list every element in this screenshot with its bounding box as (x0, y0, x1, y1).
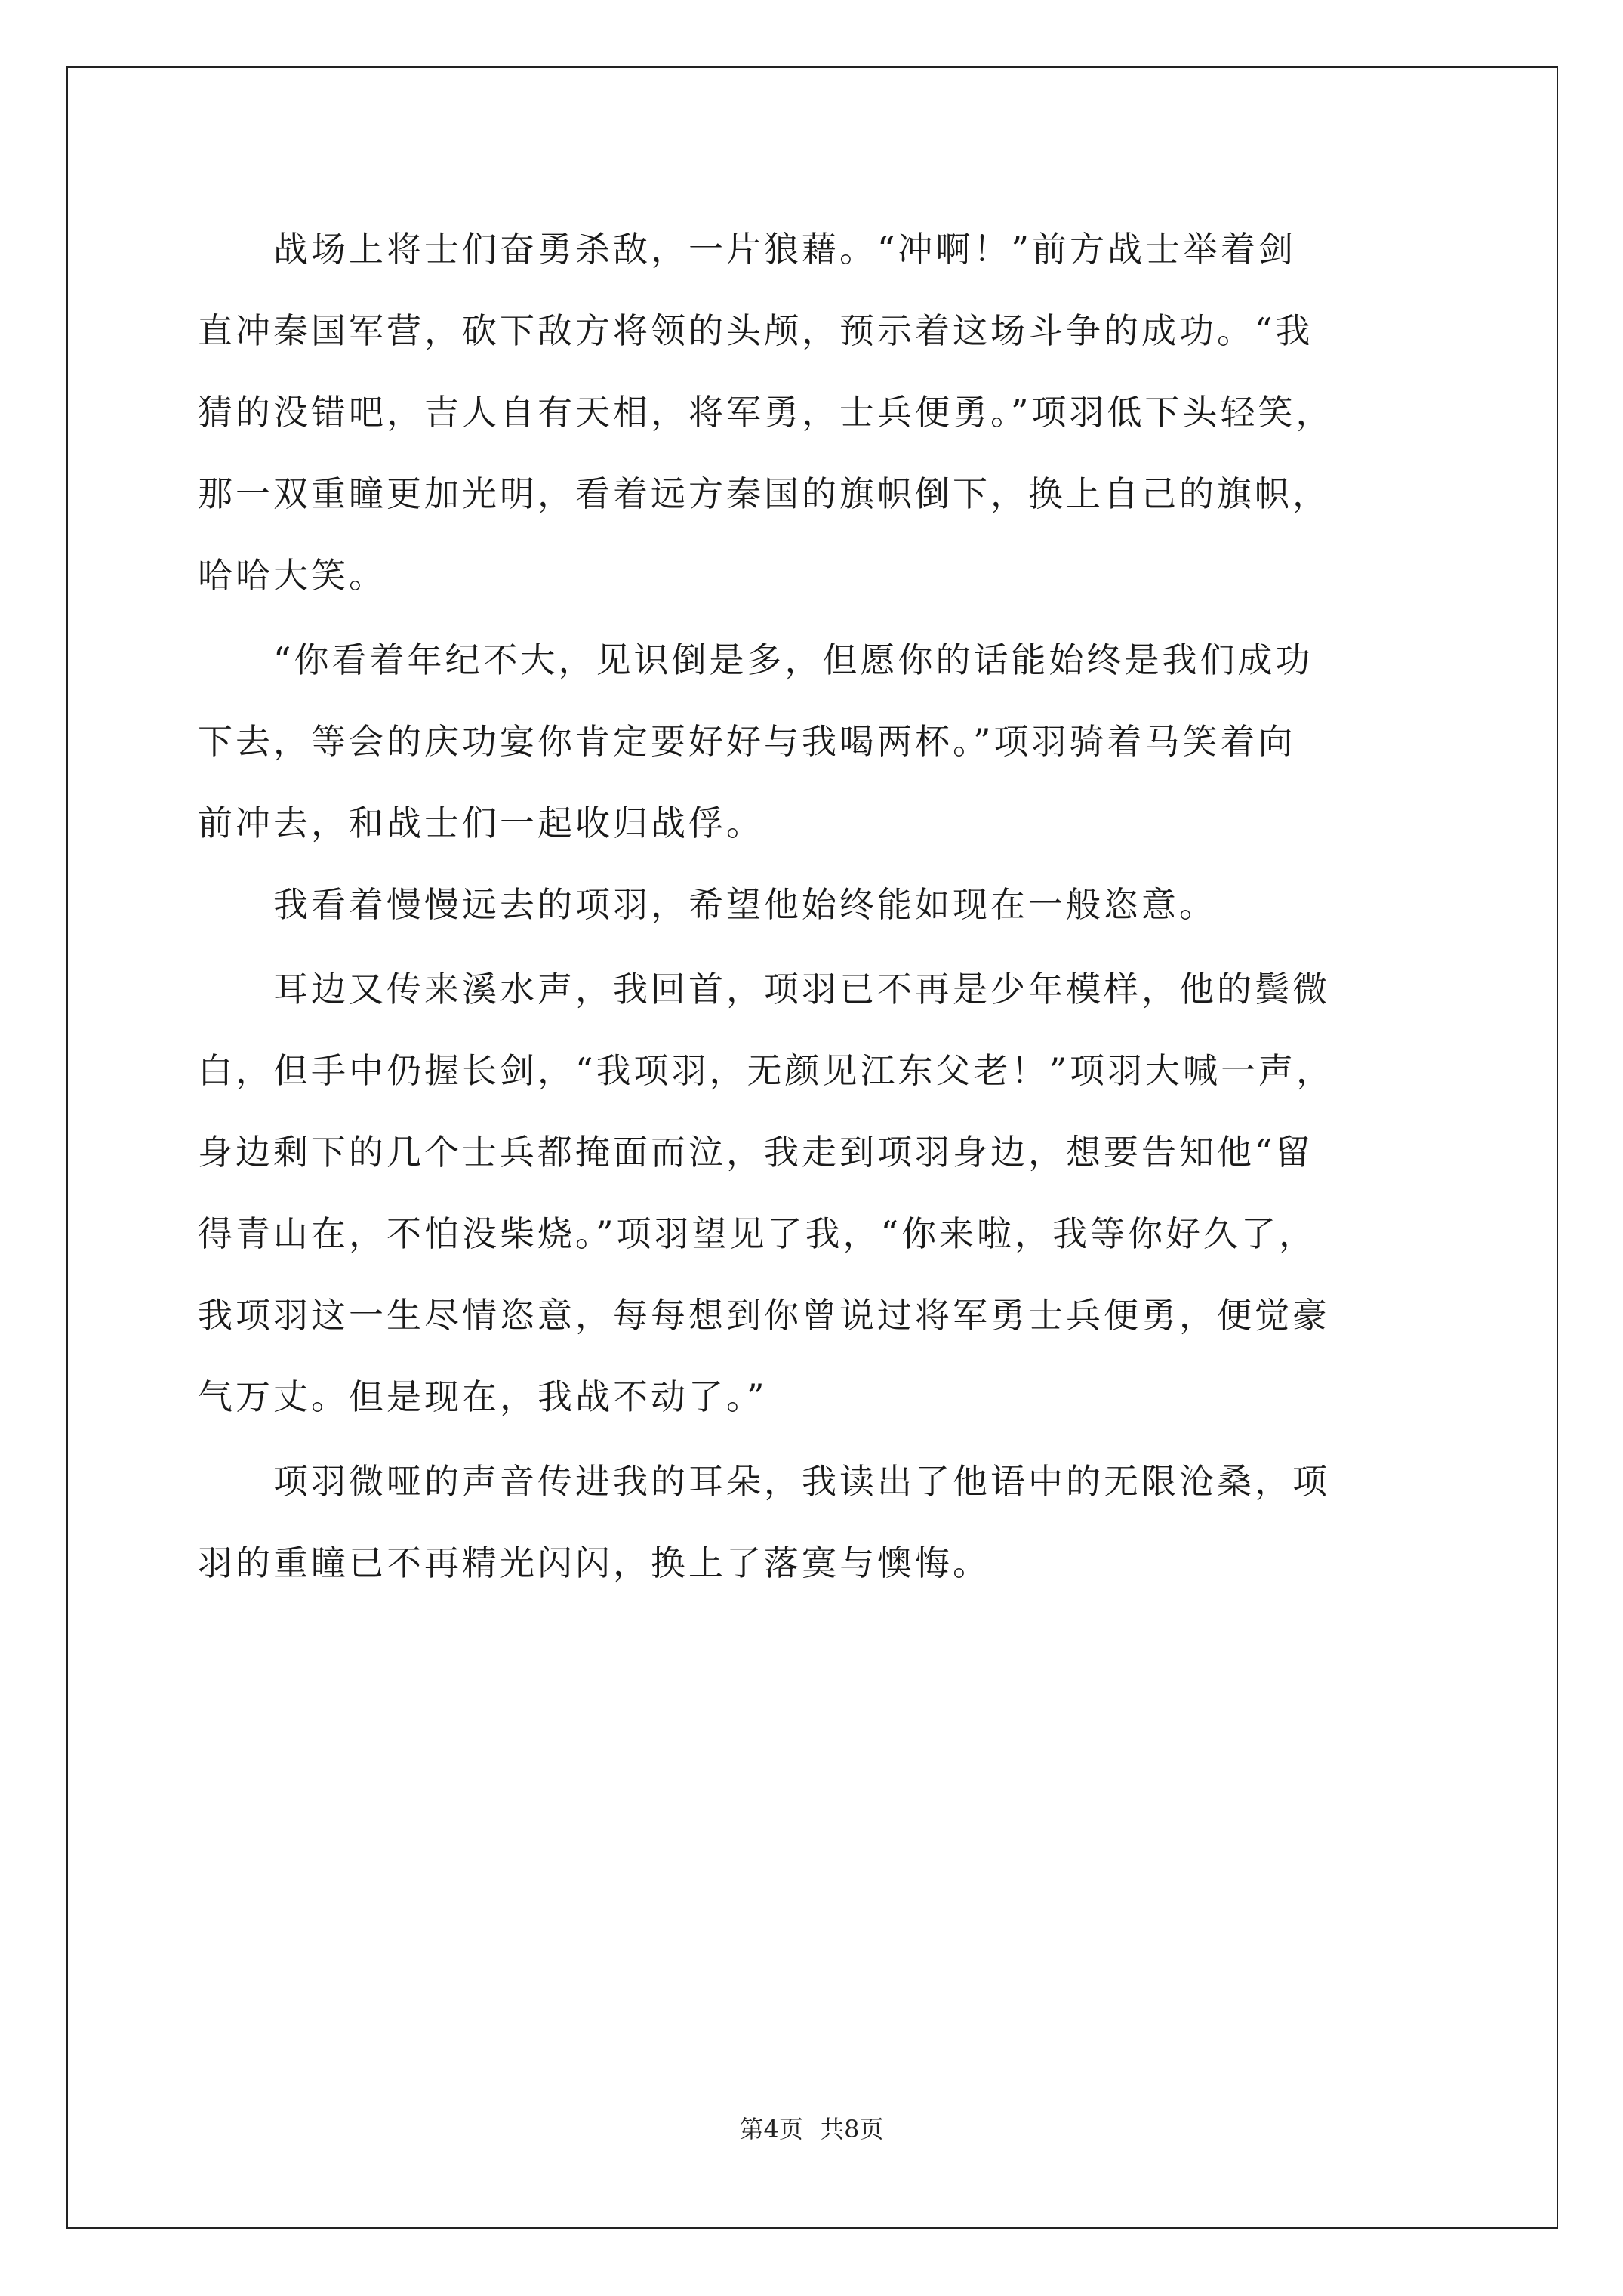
page-total: 共8页 (820, 2115, 884, 2143)
text-line-5: 哈哈大笑。 (198, 555, 387, 596)
text-line-13: 得青山在，不怕没柴烧。”项羽望见了我，“你来啦，我等你好久了， (198, 1213, 1317, 1254)
page-number: 第4页 (739, 2115, 803, 2143)
text-line-15: 气万丈。但是现在，我战不动了。” (198, 1376, 768, 1417)
text-line-6: “你看着年纪不大，见识倒是多，但愿你的话能始终是我们成功 (198, 639, 1313, 680)
text-line-7: 下去，等会的庆功宴你肯定要好好与我喝两杯。”项羽骑着马笑着向 (198, 721, 1296, 762)
text-line-10: 耳边又传来溪水声，我回首，项羽已不再是少年模样，他的鬓微 (198, 969, 1330, 1009)
text-line-1: 战场上将士们奋勇杀敌，一片狼藉。“冲啊！”前方战士举着剑 (198, 229, 1297, 270)
text-line-8: 前冲去，和战士们一起收归战俘。 (198, 803, 764, 843)
text-line-12: 身边剩下的几个士兵都掩面而泣，我走到项羽身边，想要告知他“留 (198, 1132, 1313, 1173)
text-line-4: 那一双重瞳更加光明，看着远方秦国的旗帜倒下，换上自己的旗帜， (198, 473, 1330, 514)
text-line-16: 项羽微哑的声音传进我的耳朵，我读出了他语中的无限沧桑，项 (198, 1461, 1330, 1502)
text-line-3: 猜的没错吧，吉人自有天相，将军勇，士兵便勇。”项羽低下头轻笑， (198, 392, 1334, 433)
page-footer (0, 2114, 1623, 2144)
text-line-11: 白，但手中仍握长剑，“我项羽，无颜见江东父老！”项羽大喊一声， (198, 1050, 1335, 1091)
text-line-14: 我项羽这一生尽情恣意，每每想到你曾说过将军勇士兵便勇，便觉豪 (198, 1295, 1330, 1336)
text-line-9: 我看着慢慢远去的项羽，希望他始终能如现在一般恣意。 (198, 884, 1217, 925)
text-line-17: 羽的重瞳已不再精光闪闪，换上了落寞与懊悔。 (198, 1542, 990, 1583)
text-line-2: 直冲秦国军营，砍下敌方将领的头颅，预示着这场斗争的成功。“我 (198, 310, 1313, 351)
